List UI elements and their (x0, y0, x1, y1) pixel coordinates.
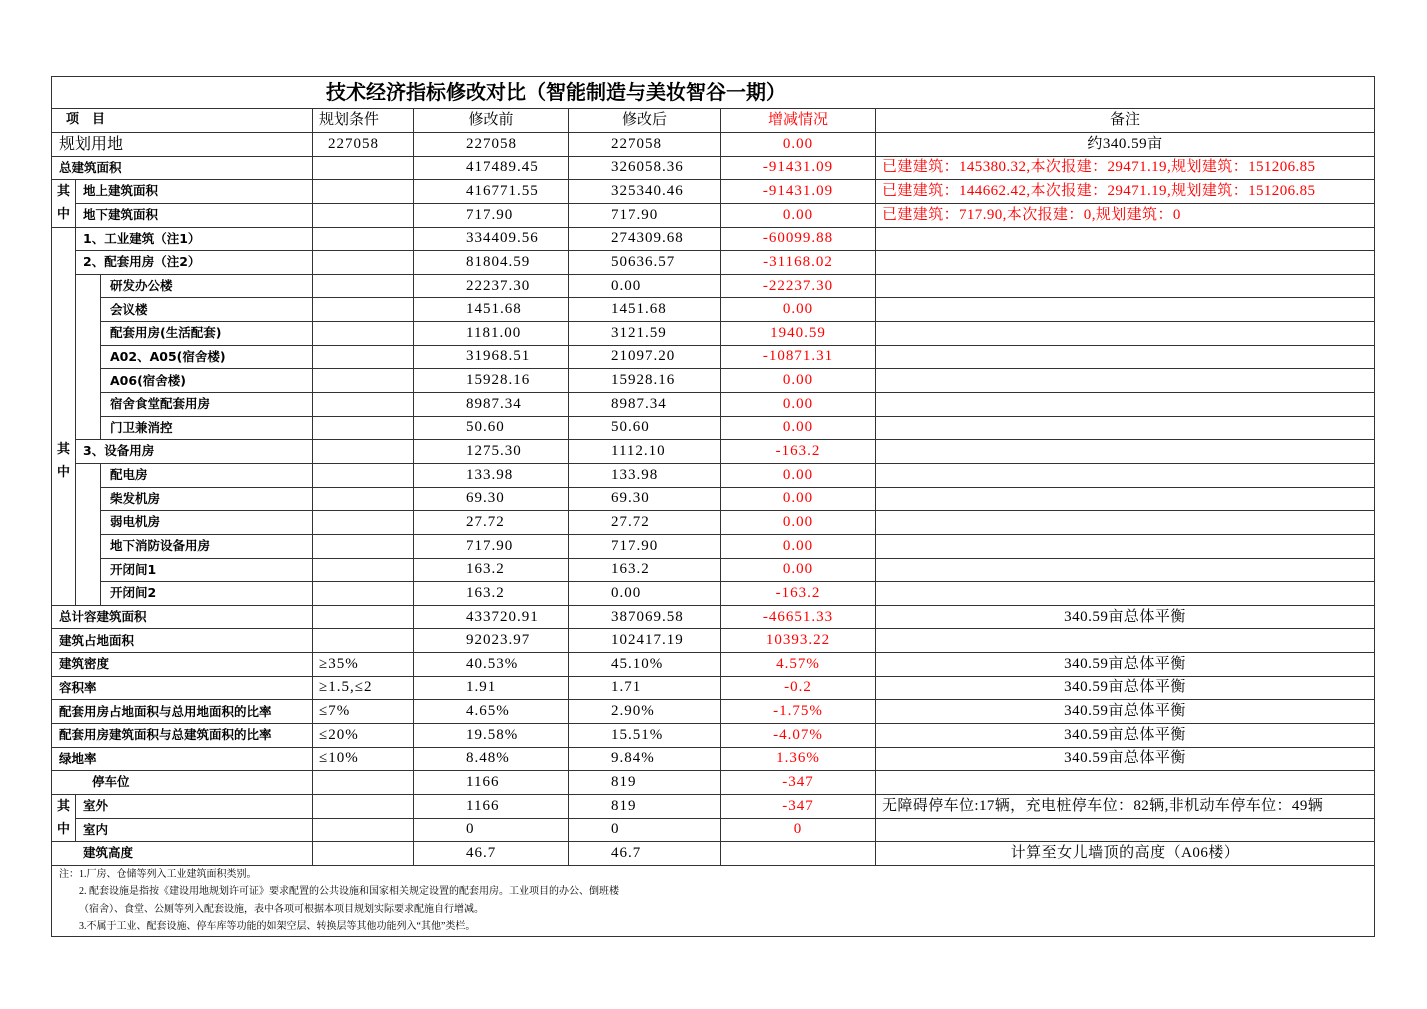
table-row (52, 629, 1375, 653)
remark-cell (876, 818, 1375, 842)
group-label-zhong: 中 (56, 207, 70, 223)
remark-cell: 340.59亩总体平衡 (876, 653, 1375, 677)
remark-cell: 约340.59亩 (876, 133, 1375, 157)
table-row (52, 676, 1375, 700)
before-value: 40.53% (414, 653, 569, 677)
table-title: 技术经济指标修改对比（智能制造与美妆智谷一期） (52, 77, 1375, 109)
plan-value (313, 582, 414, 606)
after-value: 8987.34 (569, 393, 721, 417)
note-line: （宿舍）、食堂、公厕等列入配套设施，表中各项可根据本项目规划实际要求配施自行增减。 (79, 903, 484, 915)
row-label: 地下建筑面积 (76, 203, 313, 227)
table-row (52, 558, 1375, 582)
after-value: 227058 (569, 133, 721, 157)
remark-cell (876, 322, 1375, 346)
after-value: 50636.57 (569, 251, 721, 275)
row-label: A06(宿舍楼) (101, 369, 313, 393)
change-value: 10393.22 (721, 629, 876, 653)
before-value: 19.58% (414, 724, 569, 748)
row-label: A02、A05(宿舍楼) (101, 345, 313, 369)
change-value: -60099.88 (721, 227, 876, 251)
before-value: 15928.16 (414, 369, 569, 393)
plan-value: ≥35% (313, 653, 414, 677)
after-value: 15928.16 (569, 369, 721, 393)
change-value: -91431.09 (721, 156, 876, 180)
header-before: 修改前 (414, 109, 569, 133)
change-value: 0.00 (721, 393, 876, 417)
change-value: -347 (721, 794, 876, 818)
after-value: 15.51% (569, 724, 721, 748)
before-value: 1451.68 (414, 298, 569, 322)
remark-cell: 340.59亩总体平衡 (876, 747, 1375, 771)
after-value: 2.90% (569, 700, 721, 724)
row-label: 开闭间2 (101, 582, 313, 606)
change-value: 0.00 (721, 463, 876, 487)
table-row (52, 369, 1375, 393)
sub-group-spacer (76, 463, 101, 605)
notes-row (52, 865, 1375, 936)
change-value: 0 (721, 818, 876, 842)
row-label: 配套用房建筑面积与总建筑面积的比率 (52, 724, 313, 748)
note-line: 3.不属于工业、配套设施、停车库等功能的如架空层、转换层等其他功能列入“其他”类栏。 (79, 921, 476, 933)
plan-value (313, 369, 414, 393)
plan-value (313, 393, 414, 417)
after-value: 717.90 (569, 534, 721, 558)
table-row (52, 818, 1375, 842)
plan-value (313, 156, 414, 180)
change-value: -10871.31 (721, 345, 876, 369)
change-value: -22237.30 (721, 274, 876, 298)
remark-cell (876, 227, 1375, 251)
remark-cell (876, 771, 1375, 795)
row-label: 室内 (76, 818, 313, 842)
sub-group-spacer (76, 274, 101, 439)
row-label: 容积率 (52, 676, 313, 700)
after-value: 133.98 (569, 463, 721, 487)
plan-value (313, 558, 414, 582)
after-value: 9.84% (569, 747, 721, 771)
table-row (52, 842, 1375, 866)
before-value: 8987.34 (414, 393, 569, 417)
table-row (52, 440, 1375, 464)
change-value: 0.00 (721, 558, 876, 582)
remark-cell (876, 582, 1375, 606)
plan-value (313, 534, 414, 558)
change-value: -163.2 (721, 440, 876, 464)
group-label-cell (52, 794, 76, 841)
table-row (52, 322, 1375, 346)
plan-value: ≤20% (313, 724, 414, 748)
table-row (52, 487, 1375, 511)
before-value: 163.2 (414, 558, 569, 582)
group-label-cell (52, 180, 76, 227)
table-row (52, 180, 1375, 204)
after-value: 819 (569, 794, 721, 818)
header-item: 项 目 (52, 109, 313, 133)
plan-value (313, 274, 414, 298)
indicator-comparison-table (51, 76, 1375, 937)
table-row (52, 582, 1375, 606)
before-value: 46.7 (414, 842, 569, 866)
row-label: 建筑占地面积 (52, 629, 313, 653)
after-value: 1451.68 (569, 298, 721, 322)
header-remark: 备注 (876, 109, 1375, 133)
remark-cell (876, 393, 1375, 417)
row-label: 1、工业建筑（注1） (76, 227, 313, 251)
change-value: -163.2 (721, 582, 876, 606)
plan-value: ≥1.5,≤2 (313, 676, 414, 700)
change-value: -0.2 (721, 676, 876, 700)
change-value: 0.00 (721, 298, 876, 322)
row-label: 建筑密度 (52, 653, 313, 677)
table-row (52, 771, 1375, 795)
after-value: 102417.19 (569, 629, 721, 653)
table-row (52, 511, 1375, 535)
before-value: 334409.56 (414, 227, 569, 251)
plan-value (313, 629, 414, 653)
remark-cell (876, 511, 1375, 535)
group-label-qi: 其 (56, 184, 70, 200)
after-value: 163.2 (569, 558, 721, 582)
before-value: 8.48% (414, 747, 569, 771)
table-row (52, 298, 1375, 322)
note-line: 2. 配套设施是指按《建设用地规划许可证》要求配置的公共设施和国家相关规定设置的配套用房。工业项目的办公、倒班楼 (79, 886, 619, 898)
change-value: 0.00 (721, 203, 876, 227)
plan-value (313, 322, 414, 346)
after-value: 325340.46 (569, 180, 721, 204)
remark-cell (876, 440, 1375, 464)
table-row (52, 700, 1375, 724)
before-value: 1166 (414, 794, 569, 818)
before-value: 4.65% (414, 700, 569, 724)
remark-cell: 已建建筑：717.90,本次报建：0,规划建筑：0 (876, 203, 1375, 227)
remark-cell: 计算至女儿墙顶的高度（A06楼） (876, 842, 1375, 866)
notes-cell (52, 865, 1375, 936)
plan-value (313, 794, 414, 818)
title-row (52, 77, 1375, 109)
row-label: 宿舍食堂配套用房 (101, 393, 313, 417)
after-value: 45.10% (569, 653, 721, 677)
remark-cell: 已建建筑：144662.42,本次报建：29471.19,规划建筑：151206.85 (876, 180, 1375, 204)
change-value: 0.00 (721, 369, 876, 393)
change-value: -31168.02 (721, 251, 876, 275)
before-value: 22237.30 (414, 274, 569, 298)
remark-cell (876, 298, 1375, 322)
table-row (52, 274, 1375, 298)
row-label: 绿地率 (52, 747, 313, 771)
plan-value (313, 345, 414, 369)
change-value: -4.07% (721, 724, 876, 748)
after-value: 46.7 (569, 842, 721, 866)
after-value: 0 (569, 818, 721, 842)
row-label: 总计容建筑面积 (52, 605, 313, 629)
remark-cell (876, 345, 1375, 369)
after-value: 274309.68 (569, 227, 721, 251)
remark-cell (876, 369, 1375, 393)
after-value: 21097.20 (569, 345, 721, 369)
remark-cell: 无障碍停车位:17辆，充电桩停车位：82辆,非机动车停车位：49辆 (876, 794, 1375, 818)
table-row (52, 227, 1375, 251)
before-value: 92023.97 (414, 629, 569, 653)
after-value: 3121.59 (569, 322, 721, 346)
row-label: 开闭间1 (101, 558, 313, 582)
plan-value: ≤7% (313, 700, 414, 724)
remark-cell (876, 487, 1375, 511)
plan-value (313, 416, 414, 440)
after-value: 1112.10 (569, 440, 721, 464)
table-row (52, 653, 1375, 677)
change-value: 0.00 (721, 534, 876, 558)
header-after: 修改后 (569, 109, 721, 133)
after-value: 819 (569, 771, 721, 795)
after-value: 50.60 (569, 416, 721, 440)
before-value: 417489.45 (414, 156, 569, 180)
remark-cell (876, 534, 1375, 558)
table-row (52, 345, 1375, 369)
row-label: 2、配套用房（注2） (76, 251, 313, 275)
row-label: 地上建筑面积 (76, 180, 313, 204)
after-value: 387069.58 (569, 605, 721, 629)
plan-value: 227058 (313, 133, 414, 157)
header-change: 增减情况 (721, 109, 876, 133)
before-value: 27.72 (414, 511, 569, 535)
plan-value (313, 605, 414, 629)
after-value: 1.71 (569, 676, 721, 700)
plan-value (313, 180, 414, 204)
remark-cell: 340.59亩总体平衡 (876, 724, 1375, 748)
remark-cell (876, 251, 1375, 275)
table-row (52, 794, 1375, 818)
group-label-cell (52, 227, 76, 605)
after-value: 27.72 (569, 511, 721, 535)
change-value: 0.00 (721, 416, 876, 440)
row-label: 弱电机房 (101, 511, 313, 535)
before-value: 163.2 (414, 582, 569, 606)
group-label-qi: 其 (56, 799, 70, 815)
table-row (52, 747, 1375, 771)
group-label-qi: 其 (56, 441, 70, 457)
row-label: 配套用房占地面积与总用地面积的比率 (52, 700, 313, 724)
note-line: 注：1.厂房、仓储等列入工业建筑面积类别。 (59, 868, 257, 880)
change-value: 1.36% (721, 747, 876, 771)
plan-value (313, 440, 414, 464)
remark-cell (876, 463, 1375, 487)
change-value: 4.57% (721, 653, 876, 677)
change-value (721, 842, 876, 866)
remark-cell (876, 629, 1375, 653)
row-label: 配套用房(生活配套) (101, 322, 313, 346)
change-value: -91431.09 (721, 180, 876, 204)
table-row (52, 251, 1375, 275)
row-label: 总建筑面积 (52, 156, 313, 180)
change-value: 0.00 (721, 511, 876, 535)
remark-cell: 已建建筑：145380.32,本次报建：29471.19,规划建筑：151206.85 (876, 156, 1375, 180)
before-value: 227058 (414, 133, 569, 157)
before-value: 717.90 (414, 534, 569, 558)
row-label: 研发办公楼 (101, 274, 313, 298)
before-value: 717.90 (414, 203, 569, 227)
before-value: 433720.91 (414, 605, 569, 629)
change-value: 1940.59 (721, 322, 876, 346)
change-value: 0.00 (721, 133, 876, 157)
before-value: 69.30 (414, 487, 569, 511)
plan-value (313, 463, 414, 487)
plan-value (313, 818, 414, 842)
table-row (52, 463, 1375, 487)
table-row (52, 416, 1375, 440)
row-label: 规划用地 (52, 133, 313, 157)
remark-cell: 340.59亩总体平衡 (876, 605, 1375, 629)
row-label: 室外 (76, 794, 313, 818)
change-value: -1.75% (721, 700, 876, 724)
row-label: 门卫兼消控 (101, 416, 313, 440)
before-value: 416771.55 (414, 180, 569, 204)
plan-value (313, 203, 414, 227)
before-value: 31968.51 (414, 345, 569, 369)
remark-cell: 340.59亩总体平衡 (876, 700, 1375, 724)
remark-cell: 340.59亩总体平衡 (876, 676, 1375, 700)
row-label: 停车位 (52, 771, 313, 795)
after-value: 326058.36 (569, 156, 721, 180)
before-value: 1.91 (414, 676, 569, 700)
after-value: 69.30 (569, 487, 721, 511)
plan-value (313, 227, 414, 251)
change-value: -46651.33 (721, 605, 876, 629)
table-row (52, 203, 1375, 227)
before-value: 133.98 (414, 463, 569, 487)
plan-value (313, 298, 414, 322)
row-label: 会议楼 (101, 298, 313, 322)
header-plan: 规划条件 (313, 109, 414, 133)
table-row (52, 534, 1375, 558)
change-value: 0.00 (721, 487, 876, 511)
before-value: 1166 (414, 771, 569, 795)
table-row (52, 724, 1375, 748)
group-label-zhong: 中 (56, 822, 70, 838)
table-row (52, 605, 1375, 629)
group-label-zhong: 中 (56, 465, 70, 481)
change-value: -347 (721, 771, 876, 795)
after-value: 0.00 (569, 274, 721, 298)
before-value: 0 (414, 818, 569, 842)
plan-value (313, 771, 414, 795)
remark-cell (876, 274, 1375, 298)
before-value: 81804.59 (414, 251, 569, 275)
before-value: 1181.00 (414, 322, 569, 346)
table-row (52, 156, 1375, 180)
remark-cell (876, 416, 1375, 440)
plan-value (313, 487, 414, 511)
row-label: 3、设备用房 (76, 440, 313, 464)
table-row (52, 133, 1375, 157)
after-value: 717.90 (569, 203, 721, 227)
row-label: 配电房 (101, 463, 313, 487)
plan-value (313, 842, 414, 866)
row-label: 地下消防设备用房 (101, 534, 313, 558)
plan-value (313, 511, 414, 535)
after-value: 0.00 (569, 582, 721, 606)
row-label: 建筑高度 (52, 842, 313, 866)
before-value: 1275.30 (414, 440, 569, 464)
row-label: 柴发机房 (101, 487, 313, 511)
header-row (52, 109, 1375, 133)
plan-value (313, 251, 414, 275)
plan-value: ≤10% (313, 747, 414, 771)
before-value: 50.60 (414, 416, 569, 440)
remark-cell (876, 558, 1375, 582)
table-row (52, 393, 1375, 417)
